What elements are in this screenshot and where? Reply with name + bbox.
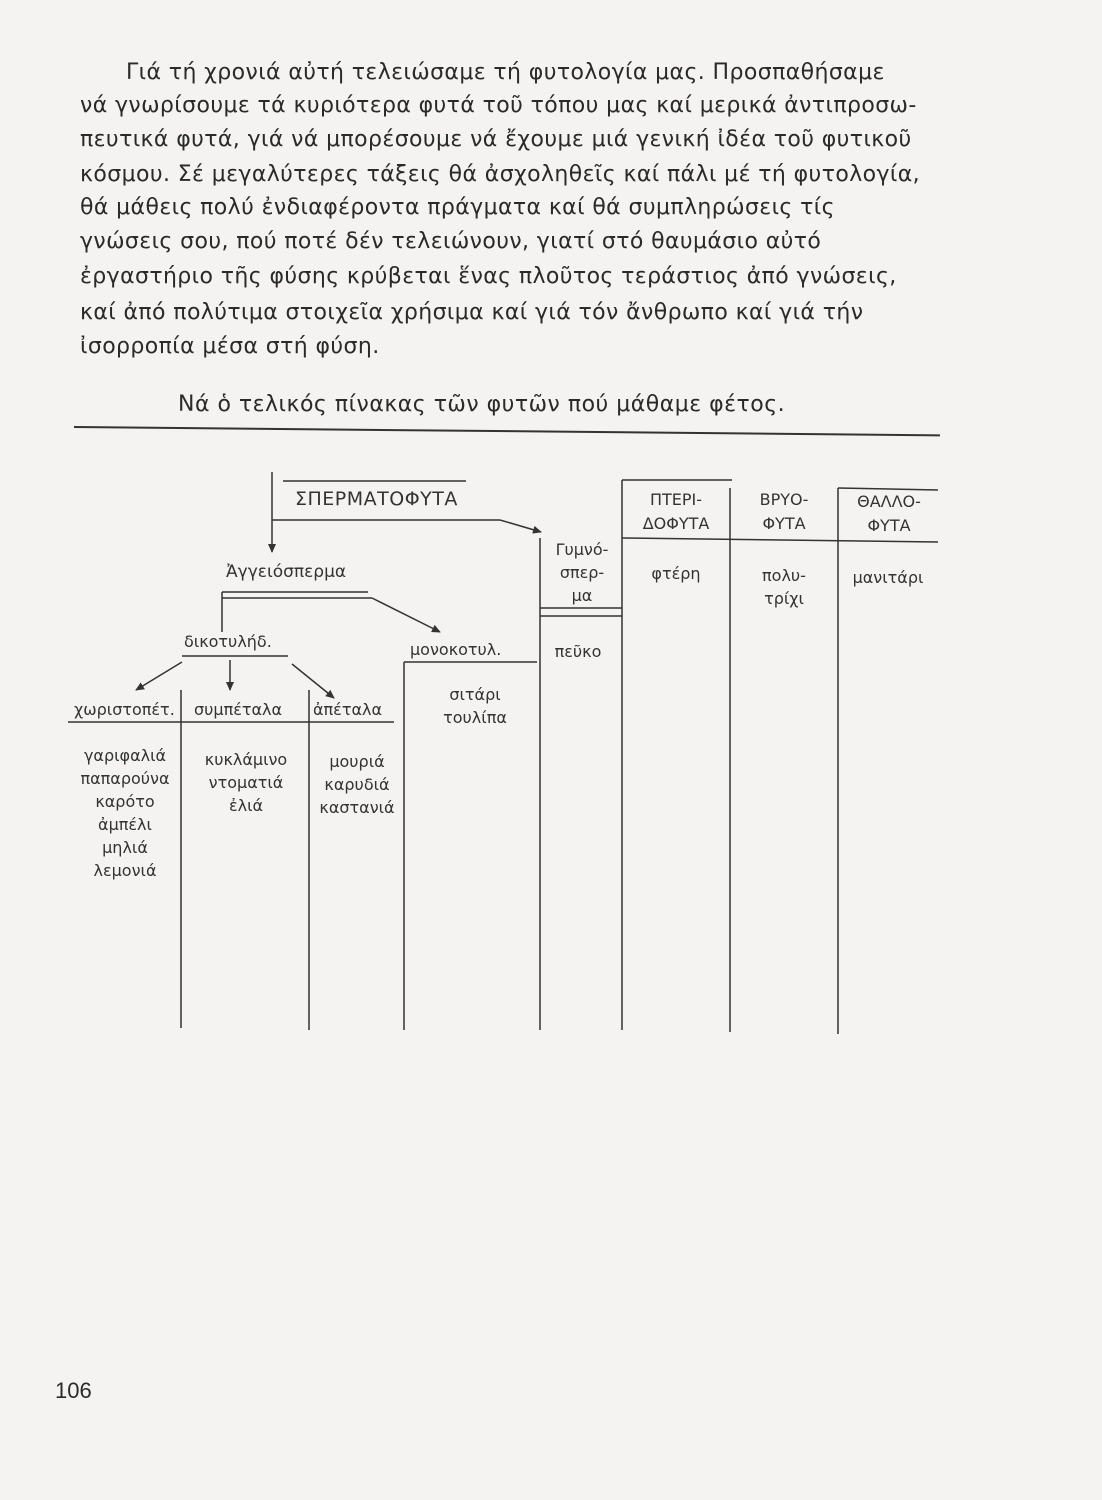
plant-name: καρυδιά — [324, 775, 390, 794]
gymnosperma-line: μα — [571, 586, 593, 605]
plant-name: σιτάρι — [449, 685, 501, 704]
gymnosperma-label — [540, 538, 624, 607]
intro-line: γνώσεις σου, πού ποτέ δέν τελειώνουν, γιατί στό θαυμάσιο αὐτό — [80, 229, 822, 254]
intro-line: κόσμου. Σέ μεγαλύτερες τάξεις θά ἀσχοληθεῖς καί πάλι μέ τή φυτολογία, — [80, 162, 921, 187]
intro-line: ἐργαστήριο τῆς φύσης κρύβεται ἕνας πλοῦτος τεράστιος ἀπό γνώσεις, — [80, 264, 897, 289]
monokotyl-plants — [430, 683, 520, 729]
page-number: 106 — [55, 1378, 92, 1403]
thallophyta-header — [838, 490, 940, 538]
bryophyta-plants — [730, 564, 838, 610]
pteridophyta-line: ΠΤΕΡΙ- — [649, 490, 703, 509]
plant-name: ἀμπέλι — [98, 815, 152, 834]
plant-name: πεῦκο — [554, 642, 602, 661]
dikotyled-label: δικοτυλήδ. — [184, 632, 272, 651]
intro-line: θά μάθεις πολύ ἐνδιαφέροντα πράγματα καί θά συμπληρώσεις τίς — [80, 195, 835, 220]
arrow-to-monokotyl — [372, 598, 440, 632]
intro-line: Γιά τή χρονιά αὐτή τελειώσαμε τή φυτολογία μας. Προσπαθήσαμε — [126, 60, 885, 85]
spermatophyta-label: ΣΠΕΡΜΑΤΟΦΥΤΑ — [295, 488, 458, 510]
monokotyl-label: μονοκοτυλ. — [410, 640, 502, 659]
sympetala-label: συμπέταλα — [194, 700, 283, 719]
plant-name: μουριά — [329, 752, 385, 771]
thallophyta-line: ΘΑΛΛΟ- — [857, 492, 921, 511]
intro-line: νά γνωρίσουμε τά κυριότερα φυτά τοῦ τόπου μας καί μερικά ἀντιπροσω- — [80, 93, 917, 118]
gymnosperma-line: σπερ- — [559, 563, 605, 582]
sympetala-plants — [184, 748, 308, 817]
plant-name: φτέρη — [651, 564, 701, 583]
arrow-to-apetala — [292, 664, 334, 698]
intro-line: καί ἀπό πολύτιμα στοιχεῖα χρήσιμα καί γιά τόν ἄνθρωπο καί γιά τήν — [80, 300, 864, 325]
plant-name: καρότο — [95, 792, 155, 811]
angiosperma-label: Ἀγγειόσπερμα — [226, 562, 347, 582]
choristopet-label: χωριστοπέτ. — [74, 700, 175, 719]
plant-name: ἐλιά — [228, 796, 264, 815]
plant-name: κυκλάμινο — [204, 750, 288, 769]
plant-name: πολυ- — [762, 566, 806, 585]
plant-name: καστανιά — [319, 798, 395, 817]
gymnosperma-plants — [540, 640, 616, 663]
plant-name: λεμονιά — [93, 861, 157, 880]
choristopet-plants — [66, 744, 184, 882]
arrow-to-gymnosperma — [500, 520, 541, 532]
apetala-label: ἀπέταλα — [313, 700, 383, 719]
gymnosperma-line: Γυμνό- — [555, 540, 609, 559]
arrow-to-choristopet — [136, 662, 182, 690]
apetala-plants — [310, 750, 404, 819]
thallophyta-plants — [838, 566, 938, 589]
pteridophyta-line: ΔΟΦΥΤΑ — [642, 514, 710, 533]
table-caption: Νά ὁ τελικός πίνακας τῶν φυτῶν πού μάθαμε φέτος. — [178, 392, 786, 417]
pteridophyta-header — [622, 488, 730, 536]
intro-line: ἰσορροπία μέσα στή φύση. — [80, 334, 380, 359]
plant-name: μανιτάρι — [852, 568, 924, 587]
thallophyta-line: ΦΥΤΑ — [867, 516, 911, 535]
plant-name: παπαρούνα — [80, 769, 170, 788]
bryophyta-line: ΒΡΥΟ- — [759, 490, 809, 509]
plant-name: ντοματιά — [208, 773, 284, 792]
plant-name: τουλίπα — [443, 708, 507, 727]
pteridophyta-plants — [622, 562, 730, 585]
plant-name: τρίχι — [764, 589, 804, 608]
intro-line: πευτικά φυτά, γιά νά μπορέσουμε νά ἔχουμε μιά γενική ἰδέα τοῦ φυτικοῦ — [80, 127, 912, 152]
plant-name: γαριφαλιά — [83, 746, 167, 765]
header-underline-right — [622, 538, 938, 542]
plant-name: μηλιά — [102, 838, 148, 857]
bryophyta-line: ΦΥΤΑ — [762, 514, 806, 533]
bryophyta-header — [730, 488, 838, 536]
